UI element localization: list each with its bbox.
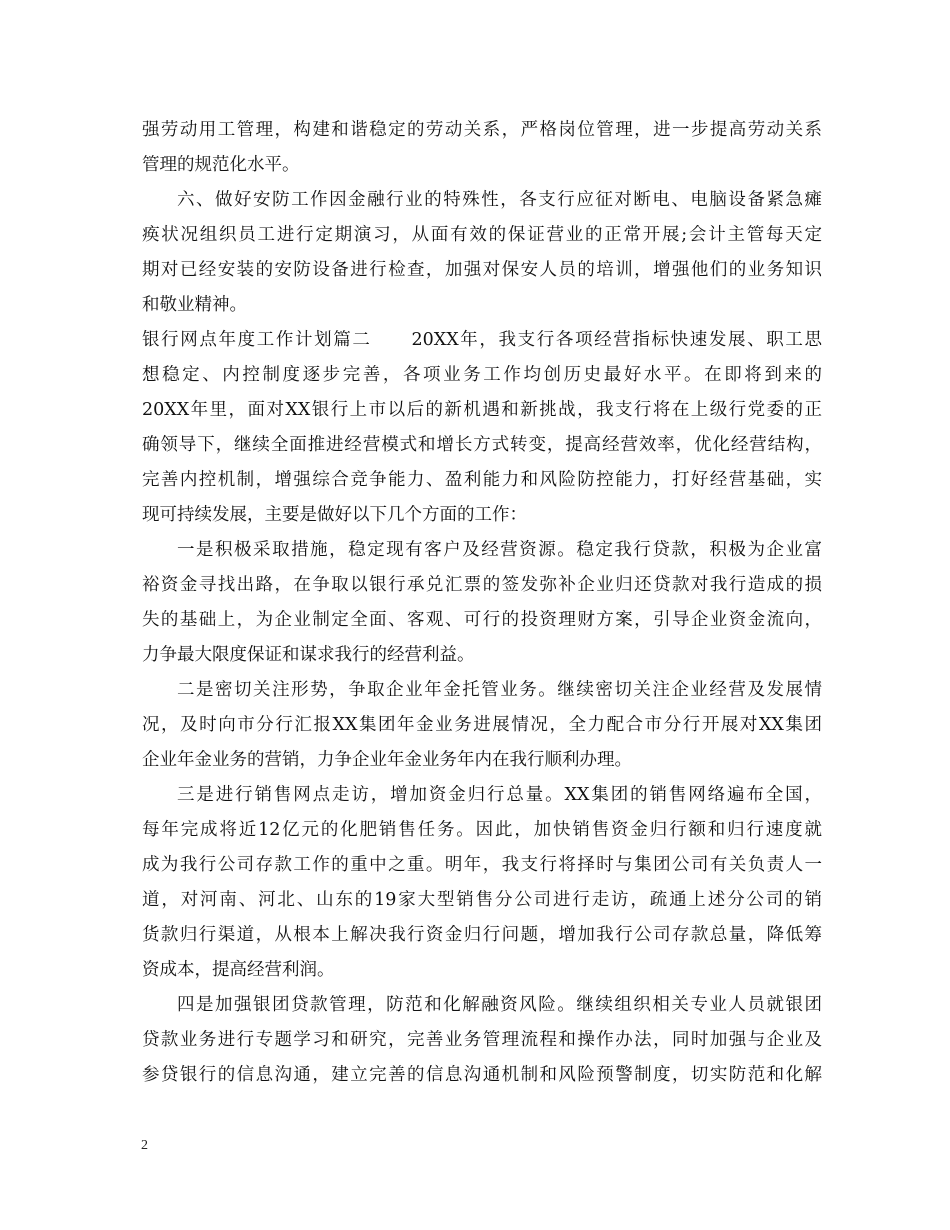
section-intro-text: 20XX年，我支行各项经营指标快速发展、职工思 bbox=[411, 330, 823, 350]
page-number: 2 bbox=[141, 1138, 148, 1153]
paragraph-start-line: 三是进行销售网点走访，增加资金归行总量。XX集团的销售网络遍布全国， bbox=[177, 785, 822, 805]
text-line: 现可持续发展，主要是做好以下几个方面的工作： bbox=[142, 505, 527, 525]
text-line: 和敬业精神。 bbox=[142, 295, 247, 315]
text-line: 管理的规范化水平。 bbox=[142, 155, 300, 175]
text-line: 资成本，提高经营利润。 bbox=[142, 960, 335, 980]
text-line: 完善内控机制，增强综合竞争能力、盈利能力和风险防控能力，打好经营基础，实 bbox=[142, 470, 822, 490]
text-line: 道，对河南、河北、山东的19家大型销售分公司进行走访，疏通上述分公司的销 bbox=[142, 890, 822, 910]
text-line: 每年完成将近12亿元的化肥销售任务。因此，加快销售资金归行额和归行速度就 bbox=[142, 820, 822, 840]
paragraph-start-line: 二是密切关注形势，争取企业年金托管业务。继续密切关注企业经营及发展情 bbox=[177, 680, 822, 700]
text-line: 强劳动用工管理，构建和谐稳定的劳动关系，严格岗位管理，进一步提高劳动关系 bbox=[142, 120, 822, 140]
text-line: 贷款业务进行专题学习和研究，完善业务管理流程和操作办法，同时加强与企业及 bbox=[142, 1030, 822, 1050]
text-line: 期对已经安装的安防设备进行检查，加强对保安人员的培训，增强他们的业务知识 bbox=[142, 260, 822, 280]
text-line: 确领导下，继续全面推进经营模式和增长方式转变，提高经营效率，优化经营结构， bbox=[142, 435, 822, 455]
text-line: 货款归行渠道，从根本上解决我行资金归行问题，增加我行公司存款总量，降低筹 bbox=[142, 925, 822, 945]
paragraph-start-line: 四是加强银团贷款管理，防范和化解融资风险。继续组织相关专业人员就银团 bbox=[177, 995, 822, 1015]
text-line: 况，及时向市分行汇报XX集团年金业务进展情况，全力配合市分行开展对XX集团 bbox=[142, 715, 822, 735]
text-line: 痪状况组织员工进行定期演习，从面有效的保证营业的正常开展;会计主管每天定 bbox=[142, 225, 822, 245]
text-line: 想稳定、内控制度逐步完善，各项业务工作均创历史最好水平。在即将到来的 bbox=[142, 365, 822, 385]
document-body bbox=[142, 113, 822, 1093]
text-line: 失的基础上，为企业制定全面、客观、可行的投资理财方案，引导企业资金流向， bbox=[142, 610, 822, 630]
text-line: 20XX年里，面对XX银行上市以后的新机遇和新挑战，我支行将在上级行党委的正 bbox=[142, 400, 822, 420]
text-line: 力争最大限度保证和谋求我行的经营利益。 bbox=[142, 645, 475, 665]
paragraph-start-line: 六、做好安防工作因金融行业的特殊性，各支行应征对断电、电脑设备紧急瘫 bbox=[177, 190, 822, 210]
section-heading-line bbox=[142, 323, 822, 358]
text-line: 企业年金业务的营销，力争企业年金业务年内在我行顺利办理。 bbox=[142, 750, 632, 770]
text-line: 参贷银行的信息沟通，建立完善的信息沟通机制和风险预警制度，切实防范和化解 bbox=[142, 1065, 822, 1085]
text-line: 裕资金寻找出路，在争取以银行承兑汇票的签发弥补企业归还贷款对我行造成的损 bbox=[142, 575, 822, 595]
text-line: 成为我行公司存款工作的重中之重。明年，我支行将择时与集团公司有关负责人一 bbox=[142, 855, 822, 875]
paragraph-start-line: 一是积极采取措施，稳定现有客户及经营资源。稳定我行贷款，积极为企业富 bbox=[177, 540, 822, 560]
section-heading: 银行网点年度工作计划篇二 bbox=[142, 330, 372, 350]
